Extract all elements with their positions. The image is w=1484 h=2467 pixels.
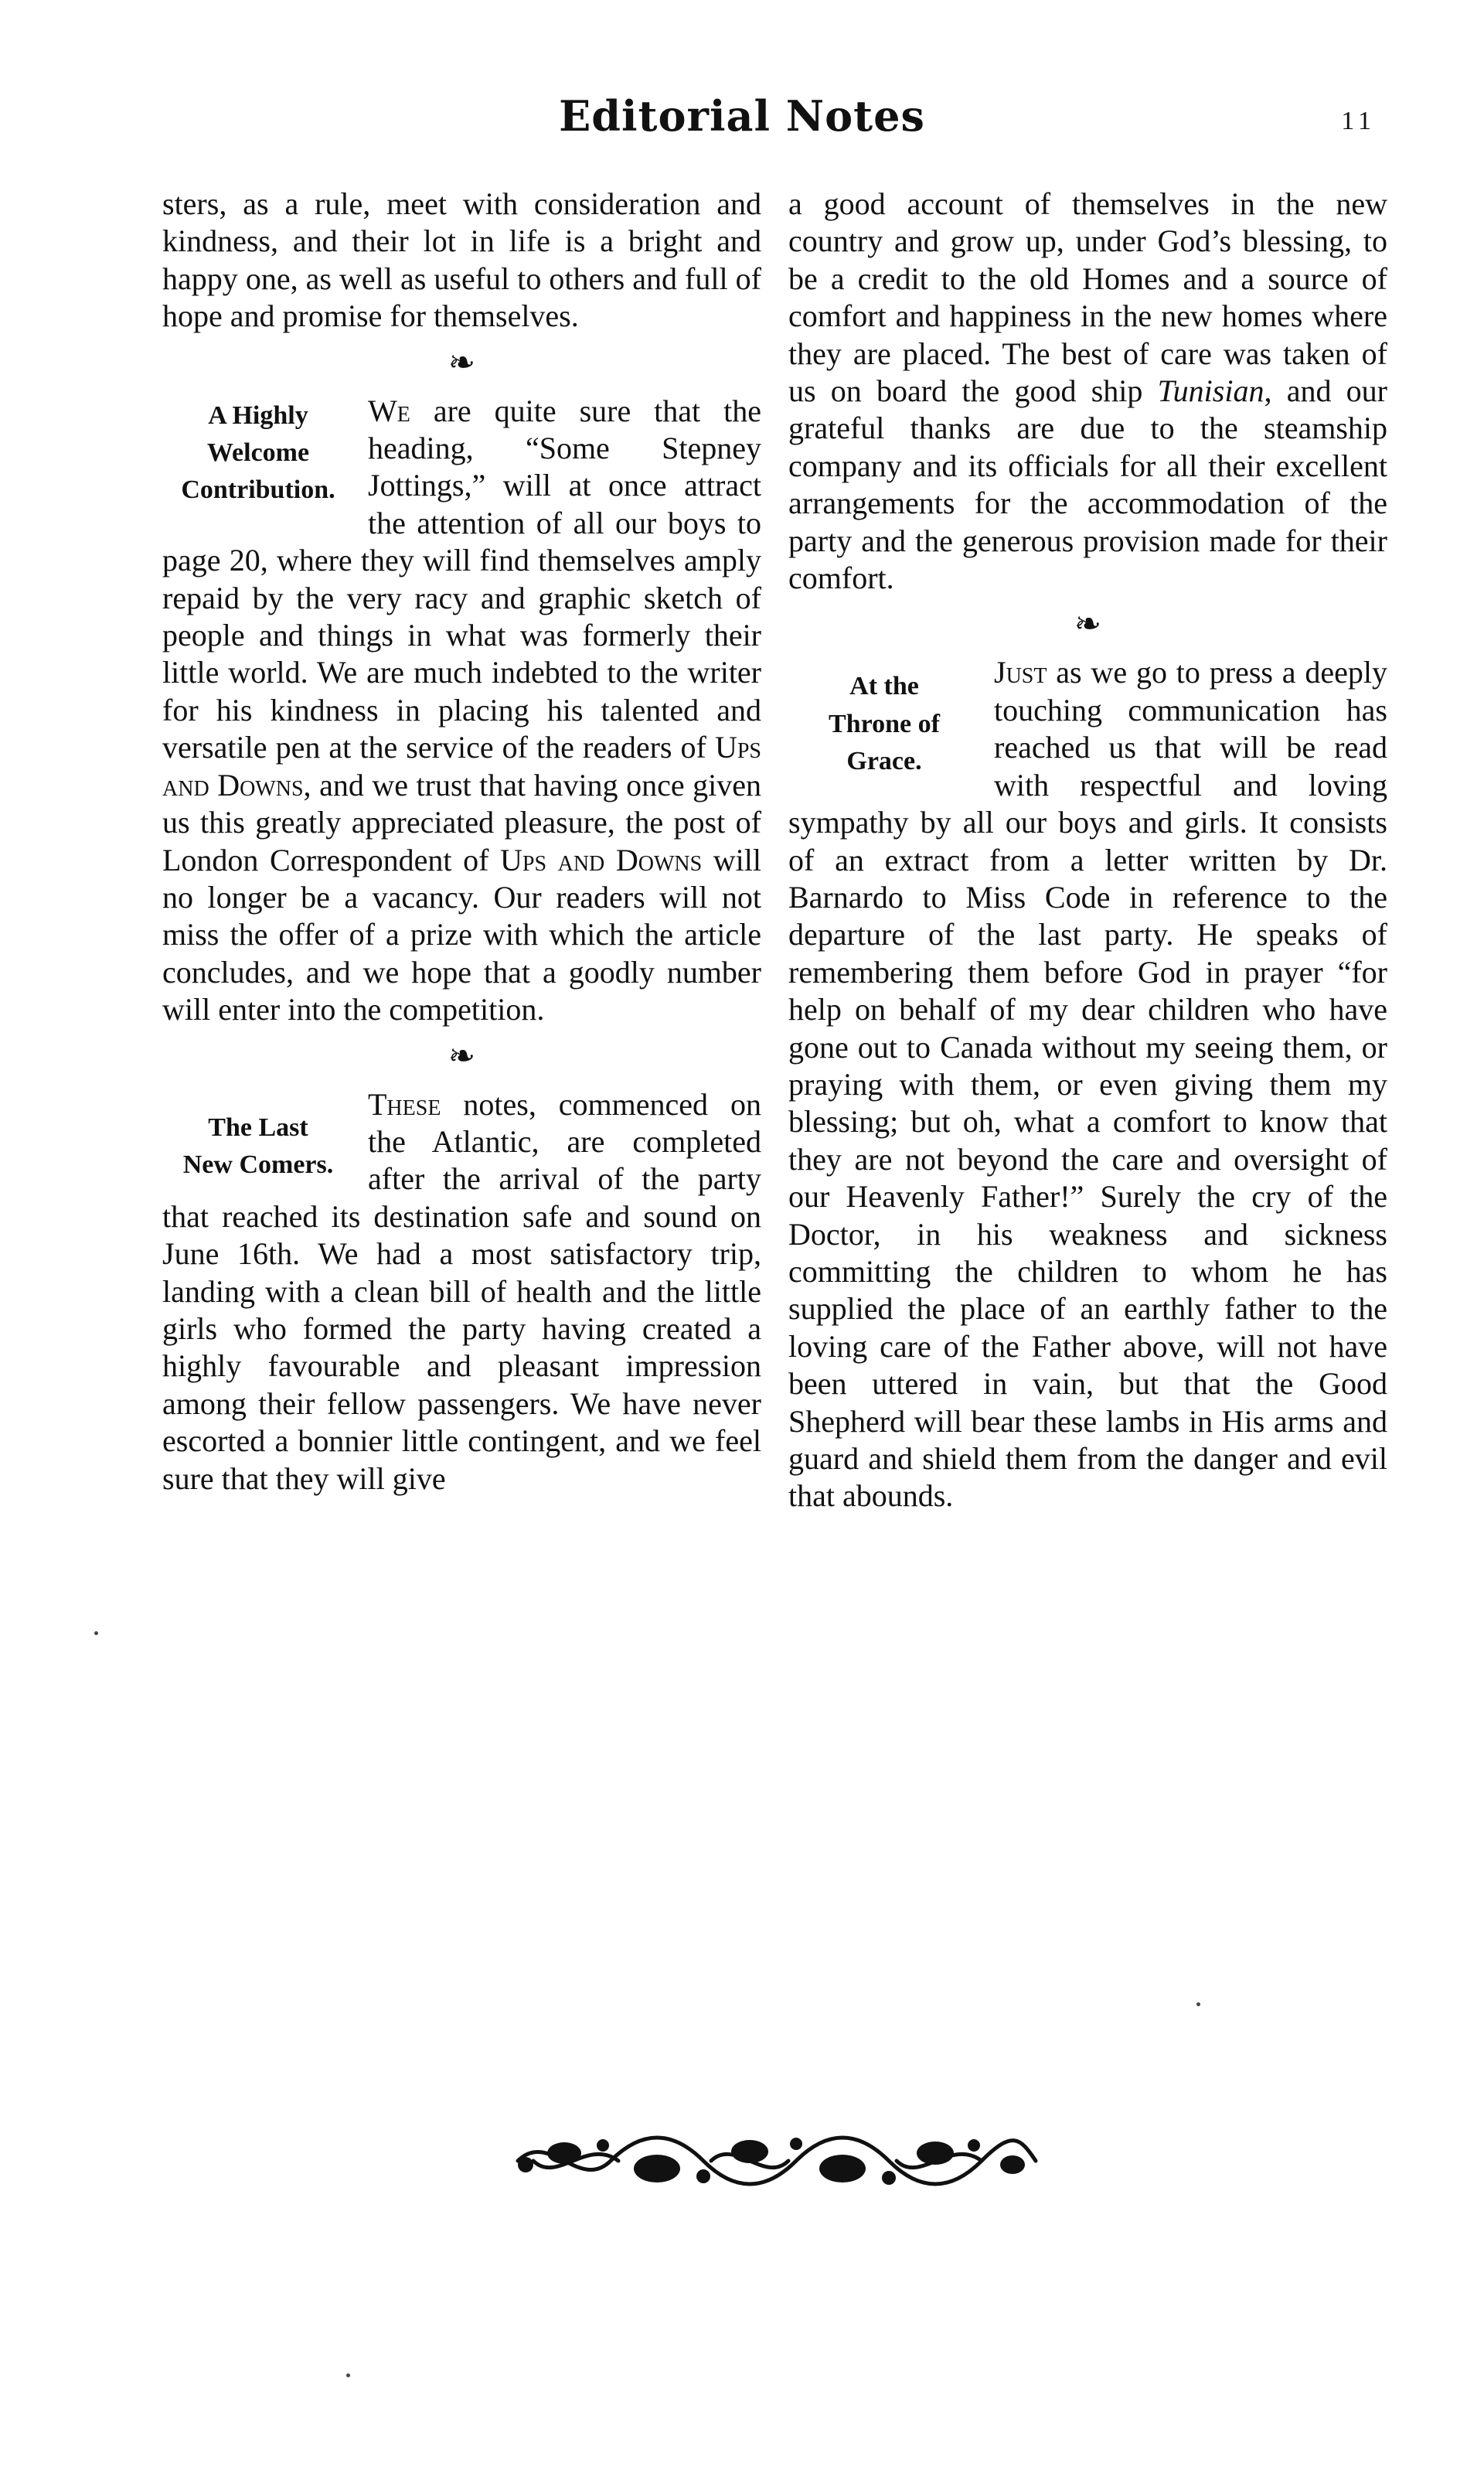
note-body: We are quite sure that the heading, “Some Stepney Jottings,” will at once attract the attention of all our boys to page 20, where they will find themselves amply repaid by the very racy and graphic sketch of people and things in what was formerly their little world. We are much indebted to the writer for his kindness in placing his talented and versatile pen at the service of the readers of Ups and Downs, and we trust that having once given us this greatly appreciated pleasure, the post of London Correspondent of Ups and Downs will no longer be a vacancy. Our readers will not miss the offer of a prize with which the article concludes, and we hope that a goodly number will enter into the competition. (162, 393, 761, 1027)
floral-tailpiece-icon (502, 2122, 1043, 2200)
continuation-paragraph: a good account of themselves in the new country and grow up, under God’s blessing, to be a credit to the old Homes and a source of comfort and happiness in the new homes where they are placed. The best of care was taken of us on board the good ship Tunisian, and our grateful thanks are due to the steamship company and its officials for all their excellent arrangements for the accommodation of the party and the generous provision made for their comfort. (788, 186, 1387, 596)
note-body: These notes, commenced on the Atlantic, are completed after the arrival of the party that reached its destination safe and sound on June 16th. We had a most satisfactory trip, landing with a clean bill of health and the little girls who formed the party having created a highly favourable and pleasant impression among their fellow passengers. We have never escorted a bonnier little contingent, and we feel sure that they will give (162, 1086, 761, 1496)
print-speck (94, 1631, 98, 1635)
publication-title: Ups and Downs (162, 730, 761, 802)
running-title: Editorial Notes (559, 91, 925, 141)
side-heading-last-new-comers: The Last New Comers. (182, 1113, 334, 1179)
fleuron-icon: ❧ (1074, 607, 1102, 643)
page-number: 11 (1341, 107, 1376, 135)
dropcap-word: We (368, 393, 410, 428)
note-welcome-contribution (162, 393, 761, 1029)
note-last-new-comers (162, 1086, 761, 1498)
note-body: Just as we go to press a deeply touching communication has reached us that will be read with respectful and loving sympathy by all our boys and girls. It consists of an extract from a letter written by Dr. Barnardo to Miss Code in reference to the departure of the last party. He speaks of remembering them before God in prayer “for help on behalf of my dear children who have gone out to Canada without my seeing them, or praying with them, or even giving them my blessing; but oh, what a comfort to know that they are not beyond the care and oversight of our Heavenly Father!” Surely the cry of the Doctor, in his weakness and sickness committing the children to whom he has supplied the place of an earthly father to the loving care of the Father above, will not have been uttered in vain, but that the Good Shepherd will bear these lambs in His arms and guard and shield them from the danger and evil that abounds. (788, 655, 1387, 1514)
fleuron-icon: ❧ (448, 345, 476, 381)
note-throne-of-grace (788, 654, 1387, 1515)
dropcap-word: Just (994, 655, 1047, 690)
publication-title: Ups and Downs (500, 842, 703, 877)
left-column (162, 186, 761, 1498)
page-header (0, 91, 1484, 161)
side-heading-welcome-contribution: A Highly Welcome Contribution. (181, 400, 335, 505)
print-speck (346, 2373, 350, 2377)
side-heading-throne-of-grace: At the Throne of Grace. (829, 672, 940, 776)
fleuron-icon: ❧ (448, 1038, 476, 1075)
intro-paragraph: sters, as a rule, meet with consideration and kindness, and their lot in life is a bright and happy one, as well as useful to others and full of hope and promise for themselves. (162, 186, 761, 334)
print-speck (1196, 2002, 1200, 2006)
dropcap-word: These (368, 1086, 441, 1122)
right-column (788, 186, 1387, 1515)
ship-name: Tunisian (1157, 373, 1264, 409)
